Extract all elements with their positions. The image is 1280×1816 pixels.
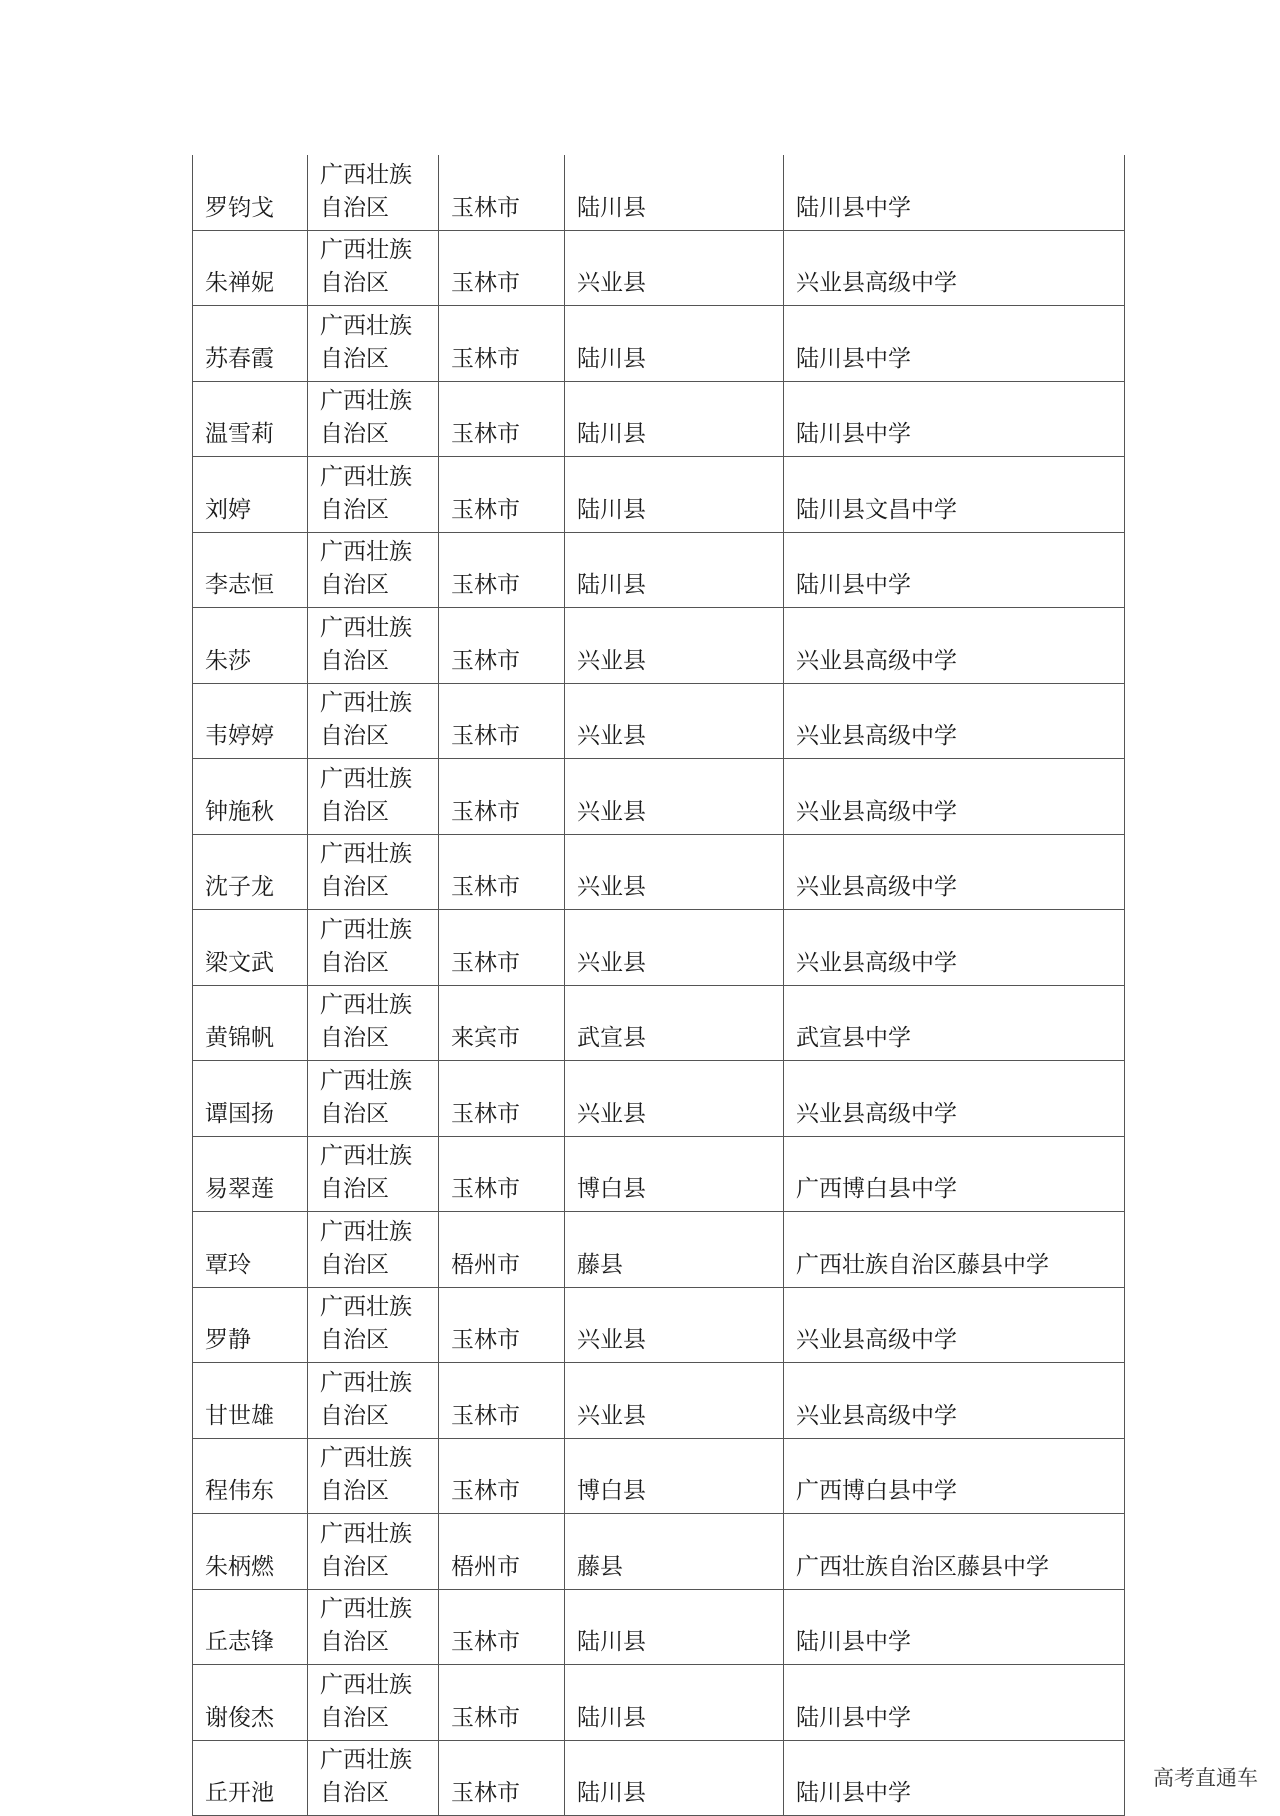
school-cell: 兴业县高级中学 bbox=[784, 1363, 1125, 1439]
table-row bbox=[193, 1287, 1125, 1363]
school-cell: 武宣县中学 bbox=[784, 985, 1125, 1061]
table-row bbox=[193, 532, 1125, 608]
province-line-1: 广西壮族 bbox=[320, 614, 412, 641]
province-cell bbox=[308, 985, 439, 1061]
table-row bbox=[193, 1665, 1125, 1741]
school-cell: 兴业县高级中学 bbox=[784, 683, 1125, 759]
name-cell: 黄锦帆 bbox=[193, 985, 308, 1061]
city-cell: 梧州市 bbox=[439, 1514, 565, 1590]
county-cell: 兴业县 bbox=[565, 910, 784, 986]
name-cell: 朱莎 bbox=[193, 608, 308, 684]
name-cell: 梁文武 bbox=[193, 910, 308, 986]
city-cell: 玉林市 bbox=[439, 683, 565, 759]
county-cell: 兴业县 bbox=[565, 683, 784, 759]
province-line-2: 自治区 bbox=[320, 1100, 389, 1127]
province-line-1: 广西壮族 bbox=[320, 463, 412, 490]
table-row bbox=[193, 230, 1125, 306]
province-line-1: 广西壮族 bbox=[320, 312, 412, 339]
province-cell bbox=[308, 683, 439, 759]
name-cell: 谢俊杰 bbox=[193, 1665, 308, 1741]
province-cell bbox=[308, 1363, 439, 1439]
table-row bbox=[193, 381, 1125, 457]
province-cell bbox=[308, 1438, 439, 1514]
city-cell: 玉林市 bbox=[439, 910, 565, 986]
province-cell bbox=[308, 1061, 439, 1137]
province-line-2: 自治区 bbox=[320, 949, 389, 976]
table-row bbox=[193, 306, 1125, 382]
province-line-1: 广西壮族 bbox=[320, 1747, 412, 1773]
province-line-2: 自治区 bbox=[320, 270, 389, 296]
province-line-1: 广西壮族 bbox=[320, 1294, 412, 1320]
province-line-1: 广西壮族 bbox=[320, 1067, 412, 1094]
school-cell: 广西壮族自治区藤县中学 bbox=[784, 1514, 1125, 1590]
province-cell bbox=[308, 230, 439, 306]
province-line-1: 广西壮族 bbox=[320, 841, 412, 867]
province-cell bbox=[308, 1589, 439, 1665]
school-cell: 兴业县高级中学 bbox=[784, 1287, 1125, 1363]
province-line-2: 自治区 bbox=[320, 1025, 389, 1051]
province-line-1: 广西壮族 bbox=[320, 1369, 412, 1396]
school-cell: 陆川县中学 bbox=[784, 155, 1125, 230]
name-cell: 丘开池 bbox=[193, 1740, 308, 1816]
province-line-2: 自治区 bbox=[320, 421, 389, 447]
county-cell: 博白县 bbox=[565, 1438, 784, 1514]
province-cell bbox=[308, 1136, 439, 1212]
province-cell bbox=[308, 834, 439, 910]
province-cell bbox=[308, 1212, 439, 1288]
school-cell: 陆川县中学 bbox=[784, 1665, 1125, 1741]
province-line-2: 自治区 bbox=[320, 723, 389, 749]
province-line-1: 广西壮族 bbox=[320, 1143, 412, 1169]
school-cell: 陆川县中学 bbox=[784, 306, 1125, 382]
city-cell: 玉林市 bbox=[439, 1363, 565, 1439]
county-cell: 兴业县 bbox=[565, 1287, 784, 1363]
county-cell: 陆川县 bbox=[565, 306, 784, 382]
province-line-1: 广西壮族 bbox=[320, 765, 412, 792]
county-cell: 兴业县 bbox=[565, 230, 784, 306]
province-cell bbox=[308, 381, 439, 457]
table-row bbox=[193, 1438, 1125, 1514]
city-cell: 玉林市 bbox=[439, 1136, 565, 1212]
county-cell: 陆川县 bbox=[565, 457, 784, 533]
name-cell: 李志恒 bbox=[193, 532, 308, 608]
county-cell: 陆川县 bbox=[565, 155, 784, 230]
city-cell: 梧州市 bbox=[439, 1212, 565, 1288]
county-cell: 兴业县 bbox=[565, 759, 784, 835]
name-cell: 罗静 bbox=[193, 1287, 308, 1363]
province-line-2: 自治区 bbox=[320, 572, 389, 598]
table-row bbox=[193, 155, 1125, 230]
city-cell: 玉林市 bbox=[439, 1438, 565, 1514]
table-row bbox=[193, 1589, 1125, 1665]
city-cell: 玉林市 bbox=[439, 1061, 565, 1137]
province-line-1: 广西壮族 bbox=[320, 388, 412, 414]
province-line-2: 自治区 bbox=[320, 798, 389, 825]
city-cell: 玉林市 bbox=[439, 457, 565, 533]
county-cell: 兴业县 bbox=[565, 1061, 784, 1137]
school-cell: 兴业县高级中学 bbox=[784, 910, 1125, 986]
name-cell: 朱柄燃 bbox=[193, 1514, 308, 1590]
province-line-1: 广西壮族 bbox=[320, 992, 412, 1018]
province-line-1: 广西壮族 bbox=[320, 1218, 412, 1245]
name-cell: 易翠莲 bbox=[193, 1136, 308, 1212]
name-cell: 刘婷 bbox=[193, 457, 308, 533]
city-cell: 玉林市 bbox=[439, 1740, 565, 1816]
county-cell: 兴业县 bbox=[565, 608, 784, 684]
county-cell: 兴业县 bbox=[565, 834, 784, 910]
city-cell: 玉林市 bbox=[439, 1665, 565, 1741]
province-line-2: 自治区 bbox=[320, 1402, 389, 1429]
school-cell: 广西博白县中学 bbox=[784, 1136, 1125, 1212]
table-row bbox=[193, 1212, 1125, 1288]
table-row bbox=[193, 1740, 1125, 1816]
name-cell: 覃玲 bbox=[193, 1212, 308, 1288]
province-line-1: 广西壮族 bbox=[320, 916, 412, 943]
table-row bbox=[193, 457, 1125, 533]
name-cell: 沈子龙 bbox=[193, 834, 308, 910]
city-cell: 玉林市 bbox=[439, 230, 565, 306]
table-row bbox=[193, 1061, 1125, 1137]
name-cell: 苏春霞 bbox=[193, 306, 308, 382]
province-cell bbox=[308, 155, 439, 230]
name-cell: 韦婷婷 bbox=[193, 683, 308, 759]
province-cell bbox=[308, 532, 439, 608]
name-cell: 甘世雄 bbox=[193, 1363, 308, 1439]
county-cell: 陆川县 bbox=[565, 1740, 784, 1816]
name-cell: 朱禅妮 bbox=[193, 230, 308, 306]
city-cell: 玉林市 bbox=[439, 759, 565, 835]
table-row bbox=[193, 683, 1125, 759]
county-cell: 武宣县 bbox=[565, 985, 784, 1061]
school-cell: 广西壮族自治区藤县中学 bbox=[784, 1212, 1125, 1288]
province-line-1: 广西壮族 bbox=[320, 161, 412, 188]
province-cell bbox=[308, 1740, 439, 1816]
province-cell bbox=[308, 1665, 439, 1741]
city-cell: 玉林市 bbox=[439, 1287, 565, 1363]
city-cell: 玉林市 bbox=[439, 306, 565, 382]
name-cell: 程伟东 bbox=[193, 1438, 308, 1514]
province-line-2: 自治区 bbox=[320, 496, 389, 523]
school-cell: 陆川县文昌中学 bbox=[784, 457, 1125, 533]
county-cell: 藤县 bbox=[565, 1514, 784, 1590]
school-cell: 兴业县高级中学 bbox=[784, 759, 1125, 835]
province-cell bbox=[308, 759, 439, 835]
province-line-2: 自治区 bbox=[320, 1176, 389, 1202]
city-cell: 玉林市 bbox=[439, 155, 565, 230]
province-line-2: 自治区 bbox=[320, 1553, 389, 1580]
city-cell: 玉林市 bbox=[439, 1589, 565, 1665]
county-cell: 陆川县 bbox=[565, 532, 784, 608]
name-cell: 温雪莉 bbox=[193, 381, 308, 457]
table-row bbox=[193, 608, 1125, 684]
table-body bbox=[193, 155, 1125, 1816]
province-line-1: 广西壮族 bbox=[320, 237, 412, 263]
province-cell bbox=[308, 1514, 439, 1590]
province-line-2: 自治区 bbox=[320, 1704, 389, 1731]
province-line-1: 广西壮族 bbox=[320, 1520, 412, 1547]
province-line-2: 自治区 bbox=[320, 194, 389, 221]
province-line-2: 自治区 bbox=[320, 1780, 389, 1806]
province-line-1: 广西壮族 bbox=[320, 1671, 412, 1698]
school-cell: 兴业县高级中学 bbox=[784, 608, 1125, 684]
watermark-text: 高考直通车 bbox=[1153, 1766, 1258, 1790]
school-cell: 兴业县高级中学 bbox=[784, 230, 1125, 306]
city-cell: 玉林市 bbox=[439, 381, 565, 457]
province-cell bbox=[308, 457, 439, 533]
province-line-2: 自治区 bbox=[320, 1251, 389, 1278]
province-cell bbox=[308, 608, 439, 684]
table-row bbox=[193, 1136, 1125, 1212]
school-cell: 陆川县中学 bbox=[784, 532, 1125, 608]
province-line-2: 自治区 bbox=[320, 345, 389, 372]
table-row bbox=[193, 985, 1125, 1061]
province-line-2: 自治区 bbox=[320, 1629, 389, 1655]
province-cell bbox=[308, 1287, 439, 1363]
county-cell: 藤县 bbox=[565, 1212, 784, 1288]
table-row bbox=[193, 834, 1125, 910]
province-line-1: 广西壮族 bbox=[320, 1596, 412, 1622]
province-line-1: 广西壮族 bbox=[320, 539, 412, 565]
school-cell: 广西博白县中学 bbox=[784, 1438, 1125, 1514]
city-cell: 玉林市 bbox=[439, 834, 565, 910]
school-cell: 陆川县中学 bbox=[784, 381, 1125, 457]
city-cell: 玉林市 bbox=[439, 608, 565, 684]
school-cell: 陆川县中学 bbox=[784, 1740, 1125, 1816]
province-cell bbox=[308, 910, 439, 986]
name-cell: 谭国扬 bbox=[193, 1061, 308, 1137]
province-line-2: 自治区 bbox=[320, 1478, 389, 1504]
province-line-2: 自治区 bbox=[320, 1327, 389, 1353]
name-cell: 丘志锋 bbox=[193, 1589, 308, 1665]
city-cell: 玉林市 bbox=[439, 532, 565, 608]
school-cell: 陆川县中学 bbox=[784, 1589, 1125, 1665]
table-row bbox=[193, 1363, 1125, 1439]
county-cell: 陆川县 bbox=[565, 1665, 784, 1741]
table-row bbox=[193, 910, 1125, 986]
name-cell: 罗钧戈 bbox=[193, 155, 308, 230]
table-row bbox=[193, 759, 1125, 835]
county-cell: 陆川县 bbox=[565, 1589, 784, 1665]
county-cell: 陆川县 bbox=[565, 381, 784, 457]
city-cell: 来宾市 bbox=[439, 985, 565, 1061]
province-line-1: 广西壮族 bbox=[320, 690, 412, 716]
student-list-table bbox=[192, 155, 1125, 1816]
school-cell: 兴业县高级中学 bbox=[784, 1061, 1125, 1137]
province-cell bbox=[308, 306, 439, 382]
county-cell: 兴业县 bbox=[565, 1363, 784, 1439]
school-cell: 兴业县高级中学 bbox=[784, 834, 1125, 910]
province-line-1: 广西壮族 bbox=[320, 1445, 412, 1471]
province-line-2: 自治区 bbox=[320, 874, 389, 900]
name-cell: 钟施秋 bbox=[193, 759, 308, 835]
county-cell: 博白县 bbox=[565, 1136, 784, 1212]
table-row bbox=[193, 1514, 1125, 1590]
province-line-2: 自治区 bbox=[320, 647, 389, 674]
